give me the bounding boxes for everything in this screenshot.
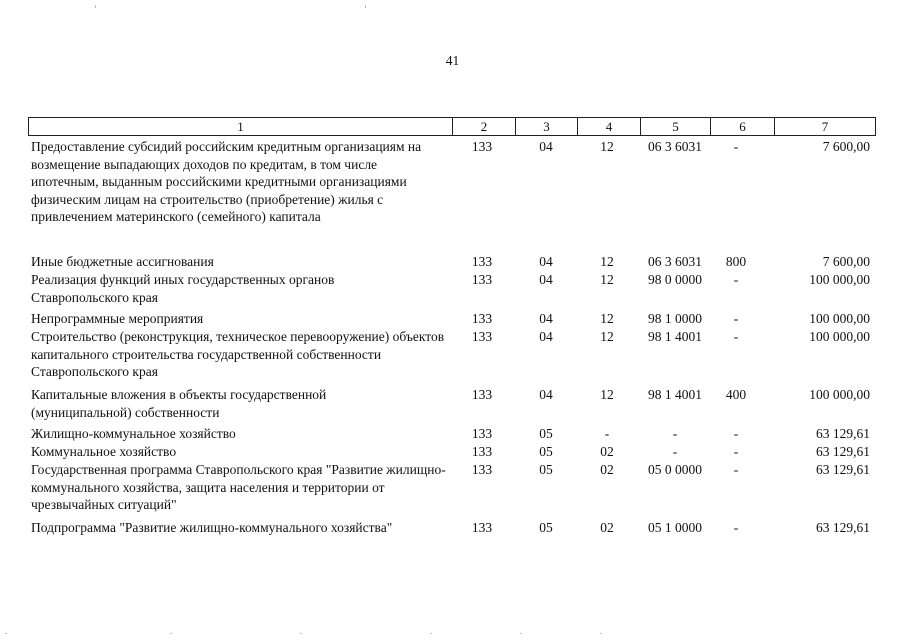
scan-speck: [430, 633, 432, 634]
row-expense: -: [733, 329, 739, 344]
row-code: 133: [471, 311, 493, 326]
row-sum: 100 000,00: [809, 329, 870, 344]
column-header-3: 3: [515, 118, 577, 135]
row-subsection: 12: [600, 254, 614, 269]
row-subsection: 12: [600, 329, 614, 344]
column-header-6: 6: [710, 118, 774, 135]
row-sum: 7 600,00: [822, 139, 870, 154]
row-target: 05 1 0000: [648, 520, 702, 535]
row-name: Подпрограмма "Развитие жилищно-коммунального хозяйства": [31, 520, 393, 535]
column-header-2: 2: [452, 118, 515, 135]
row-code: 133: [471, 520, 493, 535]
row-sum: 100 000,00: [809, 311, 870, 326]
row-name: Коммунальное хозяйство: [31, 444, 177, 459]
row-sum: 100 000,00: [809, 387, 870, 402]
row-subsection: 02: [600, 444, 614, 459]
row-name: Строительство (реконструкция, техническое перевооружение) объектов капитального строительства государственной собственности Ставропольского края: [31, 329, 445, 379]
row-expense: -: [733, 444, 739, 459]
row-code: 133: [471, 462, 493, 477]
row-name: Жилищно-коммунальное хозяйство: [31, 426, 236, 441]
row-code: 133: [471, 272, 493, 287]
row-code: 133: [471, 254, 493, 269]
scan-speck: [520, 633, 522, 634]
column-header-5: 5: [640, 118, 710, 135]
row-code: 133: [471, 444, 493, 459]
row-code: 133: [471, 139, 493, 154]
table-header: [28, 117, 876, 136]
row-subsection: 12: [600, 139, 614, 154]
row-expense: -: [733, 426, 739, 441]
row-target: 06 3 6031: [648, 254, 702, 269]
row-section: 04: [539, 387, 553, 402]
row-name: Капитальные вложения в объекты государственной (муниципальной) собственности: [31, 387, 327, 420]
scan-speck: [5, 633, 7, 634]
scan-speck: [170, 633, 172, 634]
row-target: 98 1 0000: [648, 311, 702, 326]
row-expense: -: [733, 311, 739, 326]
row-name: Предоставление субсидий российским кредитным организациям на возмещение выпадающих доходов по кредитам, в том числе ипотечным, выданным российскими кредитными организациями физическим лицам на строительство (приобретение) жилья с привлечением материнского (семейного) капитала: [31, 139, 422, 224]
row-expense: 400: [725, 387, 747, 402]
row-section: 05: [539, 426, 553, 441]
row-target: 98 1 4001: [648, 329, 702, 344]
row-sum: 63 129,61: [816, 462, 870, 477]
row-subsection: 02: [600, 462, 614, 477]
row-expense: 800: [725, 254, 747, 269]
column-header-1: 1: [237, 119, 244, 134]
row-expense: -: [733, 272, 739, 287]
row-name: Непрограммные мероприятия: [31, 311, 204, 326]
row-target: 98 0 0000: [648, 272, 702, 287]
row-section: 05: [539, 444, 553, 459]
row-section: 05: [539, 462, 553, 477]
row-expense: -: [733, 462, 739, 477]
row-section: 04: [539, 254, 553, 269]
row-subsection: -: [604, 426, 610, 441]
row-subsection: 02: [600, 520, 614, 535]
row-target: -: [672, 444, 678, 459]
scan-speck: [95, 5, 96, 8]
row-expense: -: [733, 139, 739, 154]
row-subsection: 12: [600, 311, 614, 326]
row-subsection: 12: [600, 387, 614, 402]
row-sum: 63 129,61: [816, 426, 870, 441]
row-code: 133: [471, 329, 493, 344]
row-code: 133: [471, 426, 493, 441]
row-sum: 7 600,00: [822, 254, 870, 269]
scan-speck: [300, 633, 302, 634]
row-sum: 63 129,61: [816, 520, 870, 535]
column-header-4: 4: [577, 118, 640, 135]
row-section: 04: [539, 272, 553, 287]
row-section: 05: [539, 520, 553, 535]
row-section: 04: [539, 329, 553, 344]
row-target: 98 1 4001: [648, 387, 702, 402]
row-sum: 100 000,00: [809, 272, 870, 287]
row-name: Иные бюджетные ассигнования: [31, 254, 214, 269]
row-subsection: 12: [600, 272, 614, 287]
row-name: Реализация функций иных государственных органов Ставропольского края: [31, 272, 335, 305]
row-target: -: [672, 426, 678, 441]
row-section: 04: [539, 139, 553, 154]
row-expense: -: [733, 520, 739, 535]
row-target: 06 3 6031: [648, 139, 702, 154]
scan-speck: [600, 633, 602, 634]
row-target: 05 0 0000: [648, 462, 702, 477]
column-header-7: 7: [774, 118, 875, 135]
scan-speck: [365, 5, 366, 8]
row-section: 04: [539, 311, 553, 326]
row-name: Государственная программа Ставропольского края "Развитие жилищно-коммунального хозяйства, защита населения и территории от чрезвычайных ситуаций": [31, 462, 446, 512]
row-code: 133: [471, 387, 493, 402]
row-sum: 63 129,61: [816, 444, 870, 459]
page-number: 41: [445, 53, 460, 68]
